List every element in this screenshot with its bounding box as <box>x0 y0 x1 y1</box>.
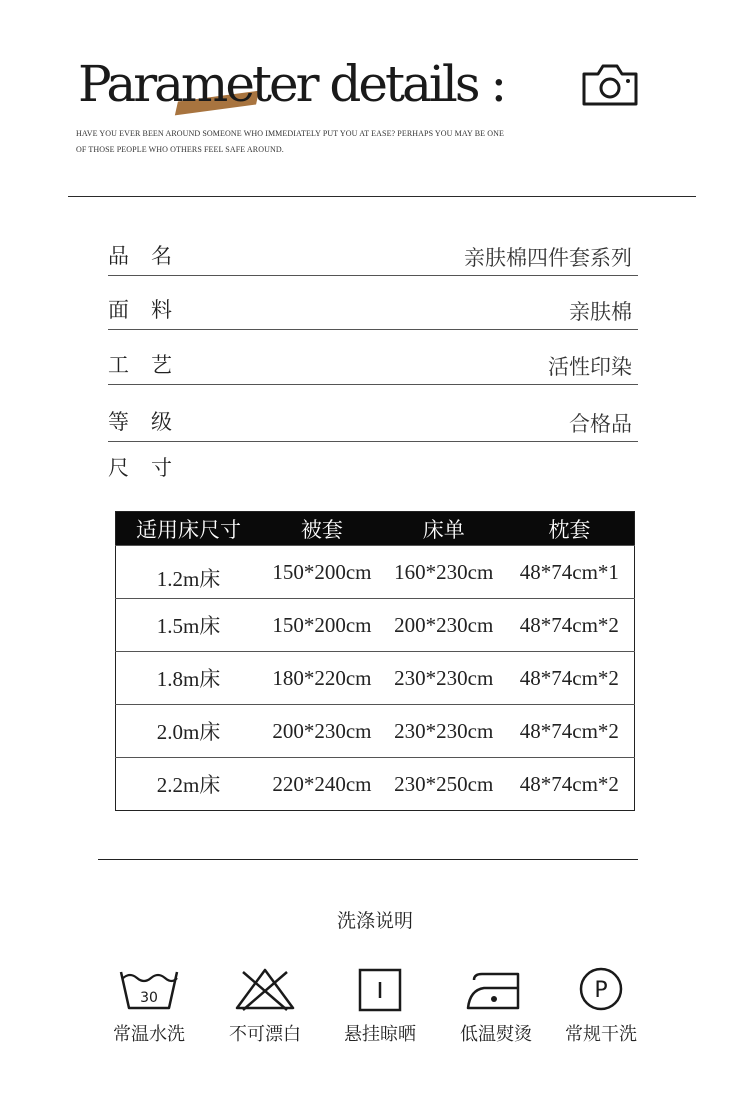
row-divider <box>108 329 638 330</box>
table-row <box>116 758 635 811</box>
table-cell: 1.8m床 <box>116 652 261 705</box>
hang-dry-icon <box>348 966 412 1012</box>
care-item-low-iron <box>441 966 551 1046</box>
param-row-grade <box>108 402 638 442</box>
care-item-dry-clean <box>546 966 656 1046</box>
divider <box>68 196 696 197</box>
param-row-size <box>108 448 638 488</box>
care-label: 悬挂晾晒 <box>344 1024 416 1045</box>
table-cell: 160*230cm <box>383 546 505 599</box>
table-row <box>116 652 635 705</box>
table-cell: 180*220cm <box>261 652 383 705</box>
table-cell: 230*230cm <box>383 652 505 705</box>
column-header: 床单 <box>383 512 505 546</box>
no-bleach-icon <box>233 966 297 1012</box>
row-divider <box>108 384 638 385</box>
table-cell: 48*74cm*2 <box>505 758 635 811</box>
column-header: 被套 <box>261 512 383 546</box>
table-cell: 48*74cm*1 <box>505 546 635 599</box>
param-label: 品名 <box>108 244 194 268</box>
row-divider <box>108 275 638 276</box>
divider <box>98 859 638 860</box>
dry-clean-letter: P <box>594 978 608 1003</box>
param-label: 尺寸 <box>108 456 194 480</box>
column-header: 枕套 <box>505 512 635 546</box>
table-row <box>116 599 635 652</box>
title-block <box>78 52 518 116</box>
care-label: 低温熨烫 <box>460 1024 532 1045</box>
table-cell: 220*240cm <box>261 758 383 811</box>
care-item-wash <box>94 966 204 1046</box>
table-cell: 2.0m床 <box>116 705 261 758</box>
table-cell: 48*74cm*2 <box>505 705 635 758</box>
table-header-row <box>116 512 635 546</box>
param-label: 工艺 <box>108 353 194 377</box>
care-label: 不可漂白 <box>229 1024 301 1045</box>
table-row <box>116 705 635 758</box>
table-row <box>116 546 635 599</box>
tagline: HAVE YOU EVER BEEN AROUND SOMEONE WHO IMMEDIATELY PUT YOU AT EASE? PERHAPS YOU MAY BE ONE OF THOSE PEOPLE WHO OTHERS FEEL SAFE AROUND. <box>76 129 504 154</box>
dry-clean-p-icon <box>569 966 633 1012</box>
low-iron-icon <box>464 966 528 1012</box>
param-value: 亲肤棉四件套系列 <box>464 246 632 270</box>
care-item-no-bleach <box>210 966 320 1046</box>
table-cell: 150*200cm <box>261 599 383 652</box>
table-cell: 200*230cm <box>261 705 383 758</box>
wash-temperature: 30 <box>140 990 158 1006</box>
param-value: 合格品 <box>569 412 632 436</box>
table-cell: 200*230cm <box>383 599 505 652</box>
camera-icon <box>580 62 640 108</box>
size-table <box>115 511 635 811</box>
care-item-hang-dry <box>325 966 435 1046</box>
table-cell: 1.2m床 <box>116 546 261 599</box>
table-cell: 48*74cm*2 <box>505 652 635 705</box>
param-row-craft <box>108 345 638 385</box>
table-cell: 48*74cm*2 <box>505 599 635 652</box>
washing-title: 洗涤说明 <box>336 910 413 932</box>
param-label: 面料 <box>108 298 194 322</box>
param-row-name <box>108 236 638 276</box>
param-label: 等级 <box>108 410 194 434</box>
table-cell: 150*200cm <box>261 546 383 599</box>
row-divider <box>108 441 638 442</box>
param-row-fabric <box>108 290 638 330</box>
param-value: 亲肤棉 <box>569 300 632 324</box>
wash-30-icon <box>117 966 181 1012</box>
page-title: Parameter details : <box>78 55 505 113</box>
column-header: 适用床尺寸 <box>116 512 261 546</box>
param-value: 活性印染 <box>548 355 632 379</box>
table-cell: 230*250cm <box>383 758 505 811</box>
care-label: 常规干洗 <box>565 1024 637 1045</box>
table-cell: 2.2m床 <box>116 758 261 811</box>
table-cell: 230*230cm <box>383 705 505 758</box>
table-cell: 1.5m床 <box>116 599 261 652</box>
care-label: 常温水洗 <box>113 1024 185 1045</box>
